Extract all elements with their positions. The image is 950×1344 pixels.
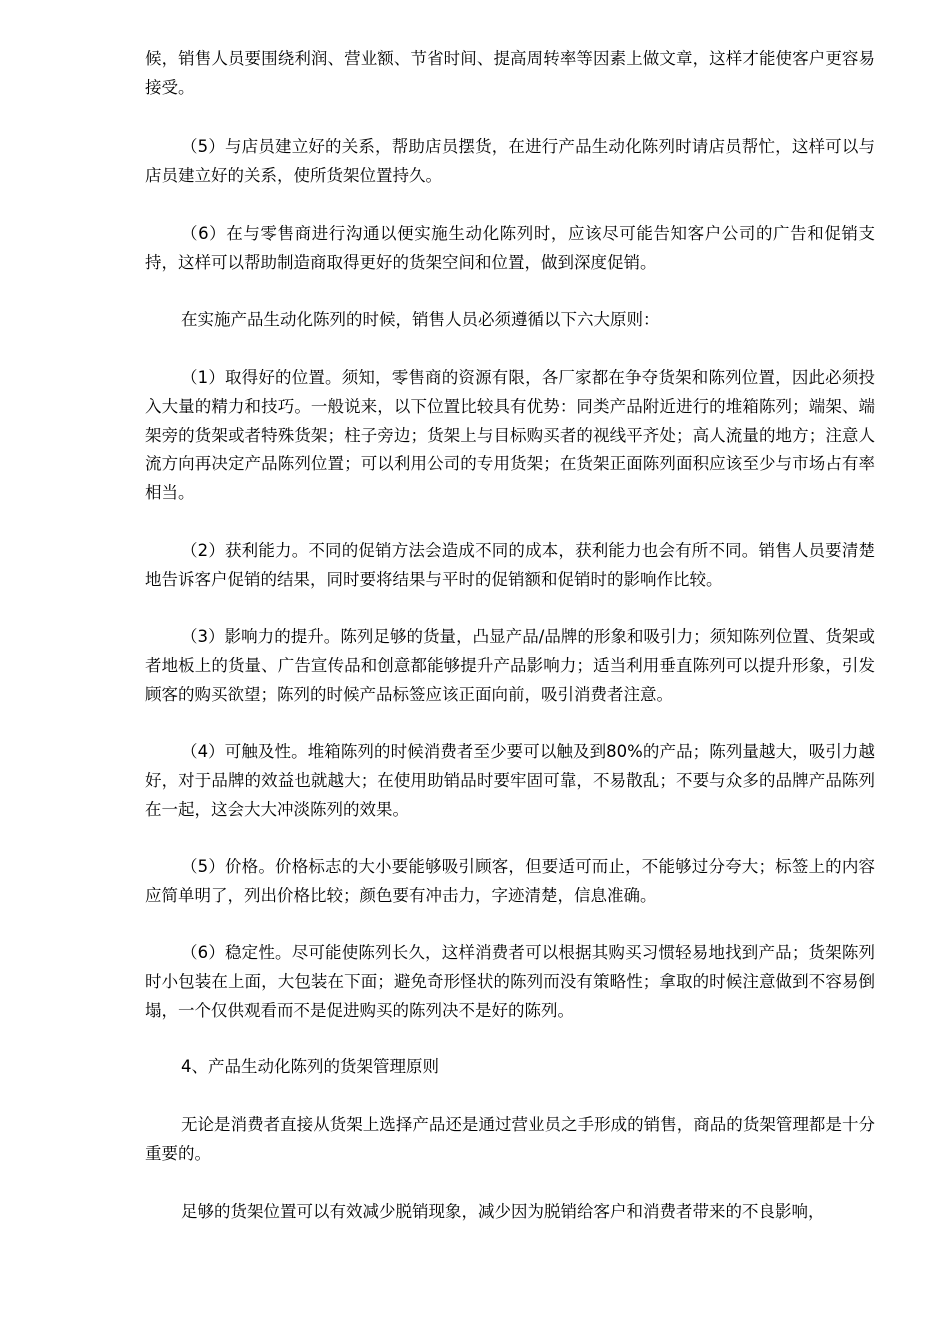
paragraph-shelf-position-benefit: 足够的货架位置可以有效减少脱销现象，减少因为脱销给客户和消费者带来的不良影响， [181, 1202, 825, 1221]
paragraph-item-6-retailer-communication: （6）在与零售商进行沟通以便实施生动化陈列时，应该尽可能告知客户公司的广告和促销支持，这样可以帮助制造商取得更好的货架空间和位置，做到深度促销。 [145, 224, 875, 272]
paragraph-principle-1-position: （1）取得好的位置。须知，零售商的资源有限，各厂家都在争夺货架和陈列位置，因此必须投入大量的精力和技巧。一般说来，以下位置比较具有优势：同类产品附近进行的堆箱陈列；端架、端架旁的货架或者特殊货架；柱子旁边；货架上与目标购买者的视线平齐处；高人流量的地方；注意人流方向再决定产品陈列位置；可以利用公司的专用货架；在货架正面陈列面积应该至少与市场占有率相当。 [145, 368, 875, 503]
paragraph-principle-6-stability: （6）稳定性。尽可能使陈列长久，这样消费者可以根据其购买习惯轻易地找到产品；货架陈列时小包装在上面，大包装在下面；避免奇形怪状的陈列而没有策略性；拿取的时候注意做到不容易倒塌，一个仅供观看而不是促进购买的陈列决不是好的陈列。 [145, 943, 875, 1020]
paragraph-six-principles-intro: 在实施产品生动化陈列的时候，销售人员必须遵循以下六大原则： [181, 310, 660, 329]
section-heading-shelf-management: 4、产品生动化陈列的货架管理原则 [181, 1057, 439, 1076]
paragraph-item-5-staff-relations: （5）与店员建立好的关系，帮助店员摆货，在进行产品生动化陈列时请店员帮忙，这样可以与店员建立好的关系，使所货架位置持久。 [145, 137, 875, 185]
paragraph-principle-2-profitability: （2）获利能力。不同的促销方法会造成不同的成本，获利能力也会有所不同。销售人员要清楚地告诉客户促销的结果，同时要将结果与平时的促销额和促销时的影响作比较。 [145, 541, 875, 589]
paragraph-principle-3-influence: （3）影响力的提升。陈列足够的货量，凸显产品/品牌的形象和吸引力；须知陈列位置、货架或者地板上的货量、广告宣传品和创意都能够提升产品影响力；适当利用垂直陈列可以提升形象，引发顾客的购买欲望；陈列的时候产品标签应该正面向前，吸引消费者注意。 [145, 627, 875, 704]
paragraph-principle-4-accessibility: （4）可触及性。堆箱陈列的时候消费者至少要可以触及到80%的产品；陈列量越大，吸引力越好，对于品牌的效益也就越大；在使用助销品时要牢固可靠，不易散乱；不要与众多的品牌产品陈列在一起，这会大大冲淡陈列的效果。 [145, 742, 875, 819]
paragraph-continuation: 候，销售人员要围绕利润、营业额、节省时间、提高周转率等因素上做文章，这样才能使客户更容易接受。 [145, 49, 875, 97]
paragraph-principle-5-price: （5）价格。价格标志的大小要能够吸引顾客，但要适可而止，不能够过分夸大；标签上的内容应简单明了，列出价格比较；颜色要有冲击力，字迹清楚，信息准确。 [145, 857, 875, 905]
paragraph-shelf-management-importance: 无论是消费者直接从货架上选择产品还是通过营业员之手形成的销售，商品的货架管理都是十分重要的。 [145, 1115, 875, 1163]
